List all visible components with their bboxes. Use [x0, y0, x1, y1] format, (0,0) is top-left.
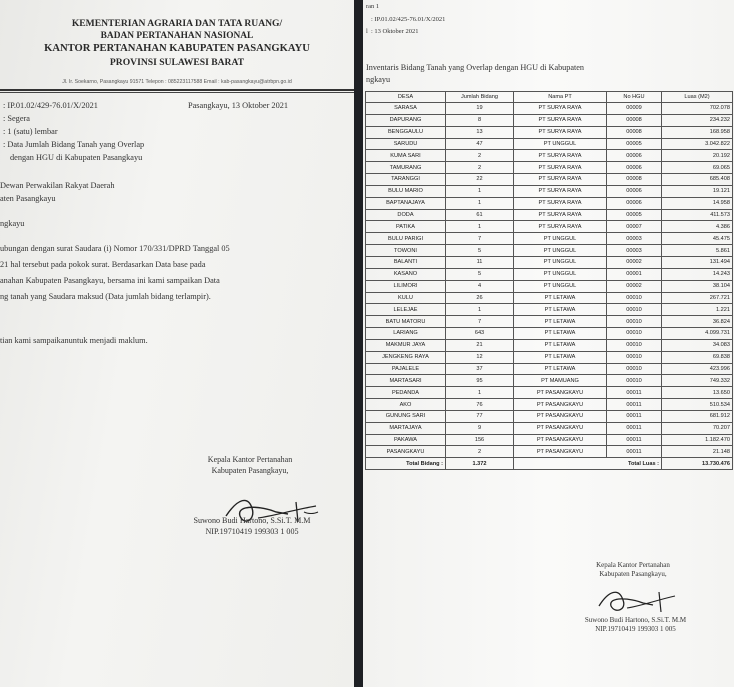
cell-jumlah-bidang: 19 [446, 103, 514, 115]
table-row [366, 221, 733, 233]
cell-luas: 3.042.822 [662, 138, 733, 150]
table-row [366, 209, 733, 221]
cell-no-hgu: 00006 [607, 150, 662, 162]
cell-nama-pt: PT LETAWA [514, 339, 607, 351]
cell-nama-pt: PT LETAWA [514, 292, 607, 304]
cell-desa: KASANO [366, 268, 446, 280]
cell-luas: 36.824 [662, 316, 733, 328]
signer-nip: NIP.19710419 199303 1 005 [205, 527, 299, 536]
cell-desa: LARIANG [366, 328, 446, 340]
cell-luas: 69.065 [662, 162, 733, 174]
cell-luas: 14.243 [662, 268, 733, 280]
cell-jumlah-bidang: 1 [446, 221, 514, 233]
cell-nama-pt: PT UNGGUL [514, 233, 607, 245]
cell-nama-pt: PT LETAWA [514, 328, 607, 340]
cell-no-hgu: 00001 [607, 268, 662, 280]
attachment-signer-title: Kepala Kantor Pertanahan [596, 561, 670, 569]
cell-no-hgu: 00010 [607, 316, 662, 328]
cell-nama-pt: PT UNGGUL [514, 245, 607, 257]
cell-nama-pt: PT PASANGKAYU [514, 434, 607, 446]
attachment-signer-name: Suwono Budi Hartono, S.Si.T. M.M [584, 616, 687, 624]
overlap-inventory-table [365, 91, 733, 470]
cell-luas: 14.958 [662, 197, 733, 209]
cell-desa: LELEJAE [366, 304, 446, 316]
table-row [366, 268, 733, 280]
cell-jumlah-bidang: 2 [446, 150, 514, 162]
cell-jumlah-bidang: 7 [446, 233, 514, 245]
table-row [366, 363, 733, 375]
cell-no-hgu: 00006 [607, 197, 662, 209]
cell-desa: BATU MATORU [366, 316, 446, 328]
cell-nama-pt: PT SURYA RAYA [514, 209, 607, 221]
cell-jumlah-bidang: 77 [446, 410, 514, 422]
table-row [366, 304, 733, 316]
table-row [366, 328, 733, 340]
body-line-2: 21 hal tersebut pada pokok surat. Berdasarkan Data base pada [0, 260, 206, 269]
letter-date: Pasangkayu, 13 Oktober 2021 [188, 101, 289, 110]
cell-luas: 70.207 [662, 422, 733, 434]
letterhead-contact: Jl. Ir. Soekarno, Pasangkayu 91571 Telepon : 085223117588 Email : kab-pasangkayu@atrbpn.go.id [62, 79, 292, 85]
cell-jumlah-bidang: 2 [446, 446, 514, 458]
cell-jumlah-bidang: 61 [446, 209, 514, 221]
cell-desa: LILIMORI [366, 280, 446, 292]
table-header-row [366, 92, 733, 103]
cell-luas: 131.494 [662, 256, 733, 268]
cell-jumlah-bidang: 643 [446, 328, 514, 340]
cell-nama-pt: PT PASANGKAYU [514, 387, 607, 399]
attachment-page [363, 0, 734, 687]
cell-desa: BENGGAULU [366, 126, 446, 138]
cell-luas: 13.650 [662, 387, 733, 399]
cell-nama-pt: PT SURYA RAYA [514, 126, 607, 138]
table-row [366, 292, 733, 304]
table-row [366, 150, 733, 162]
cell-nama-pt: PT SURYA RAYA [514, 150, 607, 162]
cell-jumlah-bidang: 13 [446, 126, 514, 138]
cell-desa: JENGKENG RAYA [366, 351, 446, 363]
cell-no-hgu: 00010 [607, 375, 662, 387]
cell-luas: 38.104 [662, 280, 733, 292]
table-row [366, 410, 733, 422]
cell-luas: 4.386 [662, 221, 733, 233]
cell-jumlah-bidang: 4 [446, 280, 514, 292]
table-row [366, 103, 733, 115]
cell-no-hgu: 00006 [607, 185, 662, 197]
letterhead-ministry: KEMENTERIAN AGRARIA DAN TATA RUANG/ [71, 18, 283, 29]
letter-number: : IP.01.02/429-76.01/X/2021 [3, 101, 98, 110]
attachment-title: Inventaris Bidang Tanah yang Overlap dengan HGU di Kabupaten [366, 63, 584, 72]
table-total-row [366, 458, 733, 470]
cell-no-hgu: 00011 [607, 410, 662, 422]
cell-nama-pt: PT PASANGKAYU [514, 446, 607, 458]
cell-luas: 69.838 [662, 351, 733, 363]
cell-jumlah-bidang: 1 [446, 304, 514, 316]
cell-luas: 21.148 [662, 446, 733, 458]
letterhead-province: PROVINSI SULAWESI BARAT [109, 57, 245, 68]
cell-jumlah-bidang: 47 [446, 138, 514, 150]
cell-desa: SARUDU [366, 138, 446, 150]
cell-nama-pt: PT UNGGUL [514, 138, 607, 150]
signer-office: Kabupaten Pasangkayu, [211, 466, 289, 475]
cell-luas: 45.475 [662, 233, 733, 245]
cell-no-hgu: 00011 [607, 399, 662, 411]
cell-desa: MARTAJAYA [366, 422, 446, 434]
cell-no-hgu: 00008 [607, 174, 662, 186]
body-line-1: ubungan dengan surat Saudara (i) Nomor 170/331/DPRD Tanggal 05 [0, 244, 230, 253]
cell-desa: GUNUNG SARI [366, 410, 446, 422]
cell-luas: 168.958 [662, 126, 733, 138]
cell-jumlah-bidang: 7 [446, 316, 514, 328]
attachment-signer-office: Kabupaten Pasangkayu, [599, 570, 667, 578]
cell-nama-pt: PT LETAWA [514, 304, 607, 316]
cell-desa: SARASA [366, 103, 446, 115]
cell-nama-pt: PT SURYA RAYA [514, 174, 607, 186]
cell-jumlah-bidang: 37 [446, 363, 514, 375]
col-header-desa: DESA [366, 92, 446, 103]
cell-jumlah-bidang: 21 [446, 339, 514, 351]
body-line-3: anahan Kabupaten Pasangkayu, bersama ini kami sampaikan Data [0, 276, 220, 285]
cell-desa: BAPTANAJAYA [366, 197, 446, 209]
cell-luas: 19.121 [662, 185, 733, 197]
table-row [366, 233, 733, 245]
table-row [366, 399, 733, 411]
attachment-signature-block [548, 561, 718, 578]
cell-luas: 4.099.731 [662, 328, 733, 340]
cell-luas: 702.078 [662, 103, 733, 115]
cell-desa: PATIKA [366, 221, 446, 233]
cell-no-hgu: 00011 [607, 434, 662, 446]
cell-nama-pt: PT SURYA RAYA [514, 103, 607, 115]
cell-nama-pt: PT SURYA RAYA [514, 114, 607, 126]
cell-no-hgu: 00010 [607, 328, 662, 340]
cell-luas: 423.996 [662, 363, 733, 375]
signer-identity [150, 516, 354, 536]
cell-luas: 267.721 [662, 292, 733, 304]
signature-block [160, 455, 340, 475]
table-row [366, 351, 733, 363]
cell-no-hgu: 00010 [607, 339, 662, 351]
cell-desa: TARANGGI [366, 174, 446, 186]
letterhead-office: KANTOR PERTANAHAN KABUPATEN PASANGKAYU [44, 43, 310, 54]
cell-desa: TAMURANG [366, 162, 446, 174]
cell-no-hgu: 00008 [607, 126, 662, 138]
cell-nama-pt: PT PASANGKAYU [514, 422, 607, 434]
cell-nama-pt: PT SURYA RAYA [514, 221, 607, 233]
cell-no-hgu: 00010 [607, 363, 662, 375]
cell-jumlah-bidang: 1 [446, 197, 514, 209]
table-row [366, 162, 733, 174]
col-header-luas: Luas (M2) [662, 92, 733, 103]
cell-no-hgu: 00005 [607, 209, 662, 221]
cell-jumlah-bidang: 9 [446, 422, 514, 434]
cell-desa: TOWONI [366, 245, 446, 257]
total-luas-label: Total Luas : [514, 458, 662, 470]
table-row [366, 422, 733, 434]
cell-no-hgu: 00011 [607, 387, 662, 399]
cell-nama-pt: PT SURYA RAYA [514, 162, 607, 174]
cell-jumlah-bidang: 95 [446, 375, 514, 387]
cell-jumlah-bidang: 76 [446, 399, 514, 411]
cell-nama-pt: PT SURYA RAYA [514, 197, 607, 209]
cell-desa: KULU [366, 292, 446, 304]
cell-jumlah-bidang: 8 [446, 114, 514, 126]
table-row [366, 114, 733, 126]
cell-desa: DAPURANG [366, 114, 446, 126]
table-row [366, 339, 733, 351]
cell-jumlah-bidang: 5 [446, 245, 514, 257]
attachment-number: : IP.01.02/425-76.01/X/2021 [371, 16, 446, 23]
table-row [366, 174, 733, 186]
cell-desa: MAKMUR JAYA [366, 339, 446, 351]
cell-desa: DODA [366, 209, 446, 221]
cell-no-hgu: 00003 [607, 233, 662, 245]
cell-luas: 510.534 [662, 399, 733, 411]
letter-subject-cont: dengan HGU di Kabupaten Pasangkayu [10, 153, 143, 162]
cell-jumlah-bidang: 1 [446, 387, 514, 399]
letter-nature: : Segera [3, 114, 30, 123]
letter-subject: : Data Jumlah Bidang Tanah yang Overlap [3, 140, 145, 149]
cell-nama-pt: PT SURYA RAYA [514, 185, 607, 197]
cell-nama-pt: PT LETAWA [514, 316, 607, 328]
table-row [366, 197, 733, 209]
table-row [366, 280, 733, 292]
body-closing: tian kami sampaikanuntuk menjadi maklum. [0, 336, 148, 345]
col-header-nama-pt: Nama PT [514, 92, 607, 103]
recipient-line-2: aten Pasangkayu [0, 194, 56, 203]
cell-no-hgu: 00010 [607, 292, 662, 304]
cell-desa: PASANGKAYU [366, 446, 446, 458]
total-luas-value: 13.730.476 [662, 458, 733, 470]
cell-nama-pt: PT PASANGKAYU [514, 410, 607, 422]
table-row [366, 316, 733, 328]
cell-luas: 411.573 [662, 209, 733, 221]
cell-desa: PAJALELE [366, 363, 446, 375]
cell-luas: 685.408 [662, 174, 733, 186]
cell-no-hgu: 00002 [607, 256, 662, 268]
cell-luas: 5.861 [662, 245, 733, 257]
total-bidang-value: 1.372 [446, 458, 514, 470]
cell-nama-pt: PT UNGGUL [514, 268, 607, 280]
cell-luas: 1.221 [662, 304, 733, 316]
cell-jumlah-bidang: 2 [446, 162, 514, 174]
table-row [366, 185, 733, 197]
cell-luas: 749.332 [662, 375, 733, 387]
cell-jumlah-bidang: 156 [446, 434, 514, 446]
attachment-date-label: l [366, 28, 368, 35]
table-row [366, 446, 733, 458]
cell-no-hgu: 00011 [607, 422, 662, 434]
cell-luas: 20.192 [662, 150, 733, 162]
cell-luas: 234.232 [662, 114, 733, 126]
total-bidang-label: Total Bidang : [366, 458, 446, 470]
cover-letter-page [0, 0, 354, 687]
cell-desa: BALANTI [366, 256, 446, 268]
cell-desa: PEDANDA [366, 387, 446, 399]
cell-luas: 1.182.470 [662, 434, 733, 446]
cell-jumlah-bidang: 11 [446, 256, 514, 268]
recipient-line-1: Dewan Perwakilan Rakyat Daerah [0, 181, 115, 190]
cell-nama-pt: PT LETAWA [514, 363, 607, 375]
attachment-date: : 13 Oktober 2021 [371, 28, 419, 35]
table-row [366, 126, 733, 138]
cell-desa: BULU MARIO [366, 185, 446, 197]
recipient-place: ngkayu [0, 219, 25, 228]
cell-no-hgu: 00011 [607, 446, 662, 458]
signer-title: Kepala Kantor Pertanahan [207, 455, 293, 464]
cell-no-hgu: 00007 [607, 221, 662, 233]
cell-desa: KUMA SARI [366, 150, 446, 162]
cell-nama-pt: PT UNGGUL [514, 280, 607, 292]
letter-attachment: : 1 (satu) lembar [3, 127, 58, 136]
cell-luas: 681.912 [662, 410, 733, 422]
cell-jumlah-bidang: 22 [446, 174, 514, 186]
table-row [366, 245, 733, 257]
cell-nama-pt: PT PASANGKAYU [514, 399, 607, 411]
cell-no-hgu: 00006 [607, 162, 662, 174]
cell-jumlah-bidang: 5 [446, 268, 514, 280]
cell-no-hgu: 00008 [607, 114, 662, 126]
table-row [366, 256, 733, 268]
col-header-no-hgu: No HGU [607, 92, 662, 103]
cell-no-hgu: 00002 [607, 280, 662, 292]
cell-nama-pt: PT LETAWA [514, 351, 607, 363]
table-row [366, 138, 733, 150]
body-line-4: ng tanah yang Saudara maksud (Data jumlah bidang terlampir). [0, 292, 211, 301]
cell-desa: MARTASARI [366, 375, 446, 387]
cell-desa: AKO [366, 399, 446, 411]
table-row [366, 434, 733, 446]
cell-luas: 34.083 [662, 339, 733, 351]
cell-jumlah-bidang: 26 [446, 292, 514, 304]
cell-jumlah-bidang: 1 [446, 185, 514, 197]
letterhead-agency: BADAN PERTANAHAN NASIONAL [100, 31, 254, 41]
cell-no-hgu: 00003 [607, 245, 662, 257]
letterhead-rule-thin [0, 92, 354, 93]
cell-desa: PAKAWA [366, 434, 446, 446]
col-header-jumlah-bidang: Jumlah Bidang [446, 92, 514, 103]
attachment-handwritten-signature [593, 582, 683, 618]
cell-no-hgu: 00010 [607, 351, 662, 363]
cell-no-hgu: 00009 [607, 103, 662, 115]
table-row [366, 387, 733, 399]
cell-nama-pt: PT UNGGUL [514, 256, 607, 268]
attachment-title-cont: ngkayu [366, 75, 391, 84]
attachment-signer-nip: NIP.19710419 199303 1 005 [595, 625, 676, 633]
cell-desa: BULU PARIGI [366, 233, 446, 245]
table-row [366, 375, 733, 387]
cell-jumlah-bidang: 12 [446, 351, 514, 363]
cell-nama-pt: PT MAMUANG [514, 375, 607, 387]
attachment-signer-identity [543, 616, 728, 633]
letterhead-rule [0, 89, 354, 91]
attachment-label: ran 1 [366, 3, 380, 10]
signer-name: Suwono Budi Hartono, S.Si.T. M.M [193, 516, 311, 525]
cell-no-hgu: 00010 [607, 304, 662, 316]
cell-no-hgu: 00005 [607, 138, 662, 150]
